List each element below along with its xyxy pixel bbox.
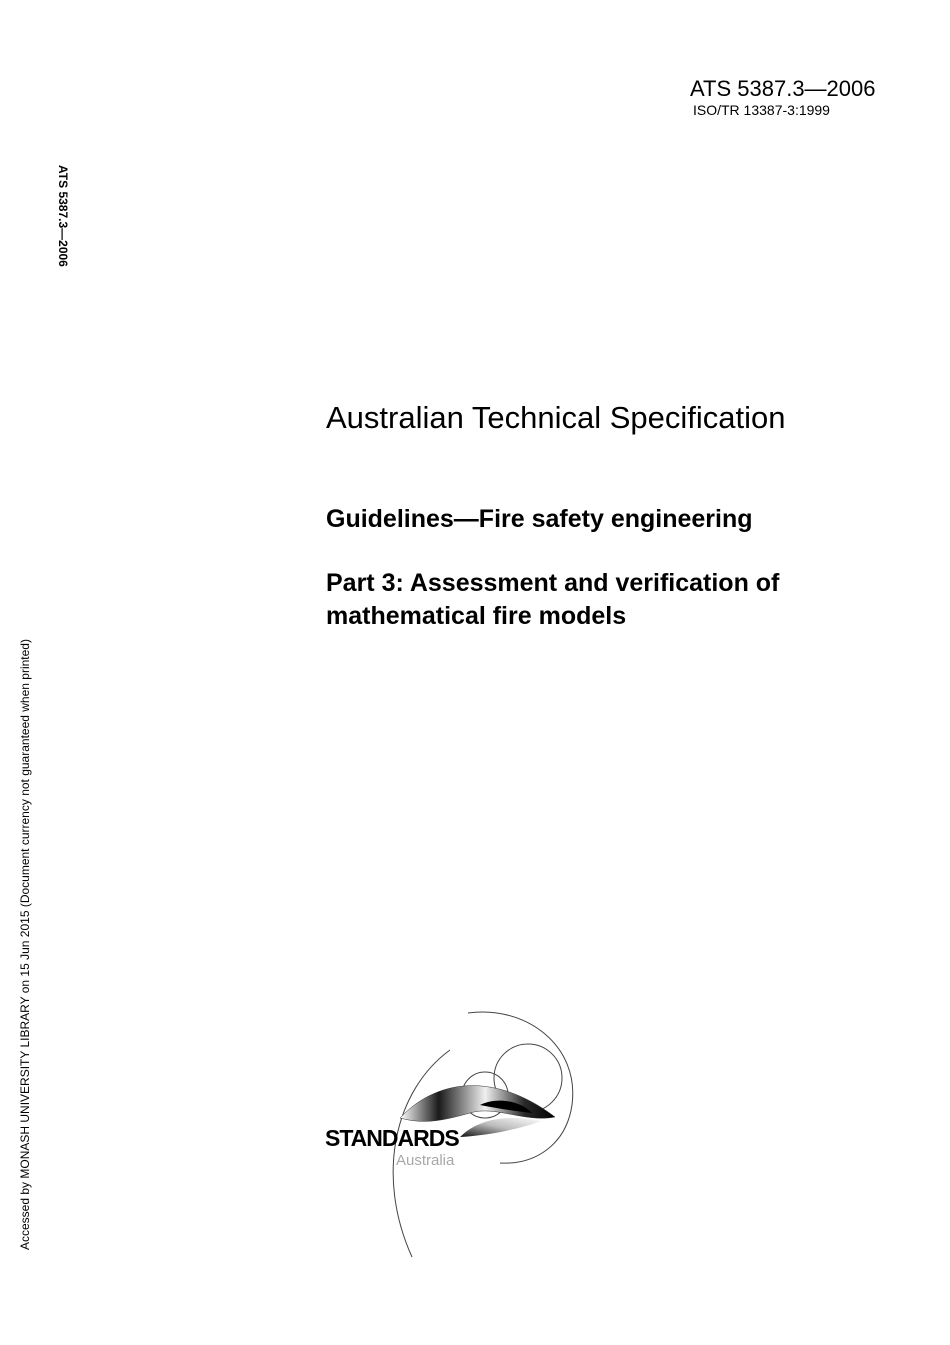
iso-reference: ISO/TR 13387-3:1999 — [693, 102, 830, 118]
part-title: Part 3: Assessment and verification of mathematical fire models — [326, 569, 780, 630]
spine-label-container — [52, 165, 72, 305]
logo-wordmark: STANDARDS — [325, 1125, 459, 1151]
access-note: Accessed by MONASH UNIVERSITY LIBRARY on 15 Jun 2015 (Document currency not guaranteed when printed) — [18, 639, 32, 1250]
logo-subtitle: Australia — [396, 1152, 455, 1169]
document-number: ATS 5387.3—2006 — [690, 76, 876, 101]
series-title: Guidelines—Fire safety engineering — [326, 505, 753, 533]
specification-type: Australian Technical Specification — [326, 400, 786, 435]
spine-label: ATS 5387.3—2006 — [56, 165, 70, 267]
access-note-container — [18, 595, 38, 1255]
standards-australia-logo — [320, 1005, 590, 1265]
